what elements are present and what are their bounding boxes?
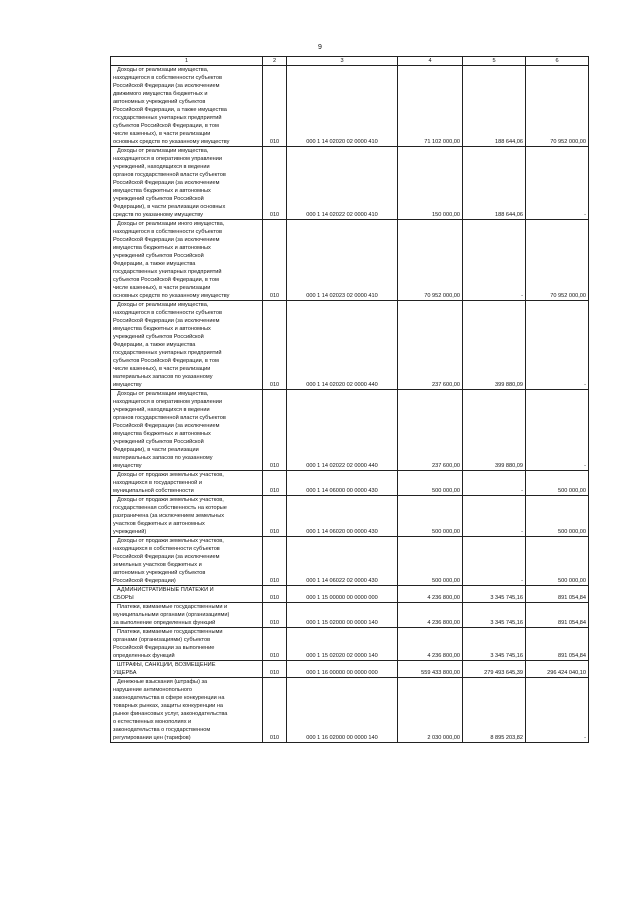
row-description-line: автономных учреждений субъектов xyxy=(113,570,206,576)
row-description-line: находящихся в собственности субъектов xyxy=(113,546,220,552)
row-description-line: Доходы от продажи земельных участков, xyxy=(117,538,224,544)
row-executed-amount: 188 644,06 xyxy=(463,147,526,220)
row-description-line: Российской Федерации (за исключением xyxy=(113,318,220,324)
row-description-line: учреждений, находящихся в ведении xyxy=(113,164,210,170)
row-budget-code: 000 1 16 02000 00 0000 140 xyxy=(287,678,398,743)
row-remaining-amount: - xyxy=(526,678,589,743)
row-executed-amount: - xyxy=(463,220,526,301)
row-description-line: участков бюджетных и автономных xyxy=(113,521,205,527)
row-executed-amount: 8 895 203,82 xyxy=(463,678,526,743)
row-description-line: разграничена (за исключением земельных xyxy=(113,513,225,519)
row-description-line: Платежи, взимаемые государственными xyxy=(117,629,223,635)
row-description-line: имущества бюджетных и автономных xyxy=(113,245,211,251)
row-description-line: находящегося в оперативном управлении xyxy=(113,156,223,162)
row-description-line: товарных рынках, защиты конкуренции на xyxy=(113,703,224,709)
row-description-line: числе казенных), в части реализации xyxy=(113,366,211,372)
page-number: 9 xyxy=(318,44,322,51)
row-remaining-amount: - xyxy=(526,301,589,390)
row-description xyxy=(111,661,263,678)
row-description-line: имуществу xyxy=(113,463,142,469)
row-approved-amount: 237 600,00 xyxy=(398,390,463,471)
row-description-line: учреждений, находящихся в ведении xyxy=(113,407,210,413)
row-description-line: Российской Федерации (за исключением xyxy=(113,180,220,186)
row-description xyxy=(111,66,263,147)
row-budget-code: 000 1 14 02023 02 0000 410 xyxy=(287,220,398,301)
row-description-line: регулировании цен (тарифов) xyxy=(113,735,191,741)
row-approved-amount: 150 000,00 xyxy=(398,147,463,220)
row-description-line: Российской Федерации (за исключением xyxy=(113,554,220,560)
row-approved-amount: 71 102 000,00 xyxy=(398,66,463,147)
row-description-line: Доходы от продажи земельных участков, xyxy=(117,497,224,503)
row-description-line: государственная собственность на которые xyxy=(113,505,227,511)
column-header-6: 6 xyxy=(526,57,589,66)
row-code: 010 xyxy=(263,496,287,537)
row-description-line: основных средств по указанному имуществу xyxy=(113,293,230,299)
row-approved-amount: 500 000,00 xyxy=(398,496,463,537)
row-executed-amount: - xyxy=(463,496,526,537)
column-header-5: 5 xyxy=(463,57,526,66)
row-budget-code: 000 1 14 02020 02 0000 410 xyxy=(287,66,398,147)
row-description-line: находящегося в собственности субъектов xyxy=(113,75,222,81)
row-executed-amount: 3 345 745,16 xyxy=(463,586,526,603)
row-description-line: законодательства в сфере конкуренции на xyxy=(113,695,225,701)
row-code: 010 xyxy=(263,220,287,301)
row-code: 010 xyxy=(263,628,287,661)
row-executed-amount: - xyxy=(463,537,526,586)
row-description-line: Доходы от реализации имущества, xyxy=(117,67,209,73)
row-budget-code: 000 1 15 02020 02 0000 140 xyxy=(287,628,398,661)
row-approved-amount: 4 236 800,00 xyxy=(398,603,463,628)
row-description-line: находящегося в оперативном управлении xyxy=(113,399,223,405)
row-code: 010 xyxy=(263,301,287,390)
row-description-line: законодательства о государственном xyxy=(113,727,211,733)
row-description-line: Доходы от реализации имущества, xyxy=(117,148,209,154)
table-row xyxy=(111,471,589,496)
row-approved-amount: 500 000,00 xyxy=(398,537,463,586)
row-description-line: Доходы от реализации имущества, xyxy=(117,391,209,397)
row-executed-amount: 399 880,09 xyxy=(463,301,526,390)
row-description xyxy=(111,586,263,603)
row-description-line: определенных функций xyxy=(113,653,175,659)
row-executed-amount: 3 345 745,16 xyxy=(463,628,526,661)
row-budget-code: 000 1 15 00000 00 0000 000 xyxy=(287,586,398,603)
row-description-line: находящегося в собственности субъектов xyxy=(113,310,222,316)
row-description-line: рынке финансовых услуг, законодательства xyxy=(113,711,228,717)
row-remaining-amount: 500 000,00 xyxy=(526,471,589,496)
row-description-line: Российской Федерации за выполнение xyxy=(113,645,215,651)
row-description xyxy=(111,603,263,628)
row-executed-amount: 3 345 745,16 xyxy=(463,603,526,628)
row-description-line: числе казенных), в части реализации xyxy=(113,131,211,137)
row-description-line: за выполнение определенных функций xyxy=(113,620,216,626)
table-row xyxy=(111,661,589,678)
row-code: 010 xyxy=(263,661,287,678)
column-header-4: 4 xyxy=(398,57,463,66)
row-description-line: числе казенных), в части реализации xyxy=(113,285,211,291)
row-code: 010 xyxy=(263,537,287,586)
row-description-line: Федерации, а также имущества xyxy=(113,261,196,267)
row-description-line: учреждений субъектов Российской xyxy=(113,334,204,340)
row-description-line: находящихся в государственной и xyxy=(113,480,202,486)
table-row xyxy=(111,220,589,301)
row-description-line: субъектов Российской Федерации, в том xyxy=(113,277,219,283)
row-description-line: нарушение антимонопольного xyxy=(113,687,192,693)
row-code: 010 xyxy=(263,66,287,147)
row-description-line: органами (организациями) субъектов xyxy=(113,637,211,643)
row-description-line: Российской Федерации) xyxy=(113,578,176,584)
row-budget-code: 000 1 14 02022 02 0000 410 xyxy=(287,147,398,220)
row-remaining-amount: 891 054,84 xyxy=(526,586,589,603)
row-description xyxy=(111,301,263,390)
table-row xyxy=(111,301,589,390)
table-row xyxy=(111,390,589,471)
row-description-line: УЩЕРБА xyxy=(113,670,137,676)
row-budget-code: 000 1 14 06020 00 0000 430 xyxy=(287,496,398,537)
row-description-line: учреждений субъектов Российской xyxy=(113,196,204,202)
table-row xyxy=(111,603,589,628)
row-description-line: АДМИНИСТРАТИВНЫЕ ПЛАТЕЖИ И xyxy=(117,587,214,593)
table-row xyxy=(111,496,589,537)
row-description-line: земельных участков бюджетных и xyxy=(113,562,202,568)
row-description-line: субъектов Российской Федерации, в том xyxy=(113,123,219,129)
row-description-line: средств по указанному имуществу xyxy=(113,212,203,218)
row-remaining-amount: - xyxy=(526,390,589,471)
row-description-line: СБОРЫ xyxy=(113,595,134,601)
row-description-line: Российской Федерации (за исключением xyxy=(113,83,220,89)
row-budget-code: 000 1 15 02000 00 0000 140 xyxy=(287,603,398,628)
row-budget-code: 000 1 14 02020 02 0000 440 xyxy=(287,301,398,390)
row-description-line: Платежи, взимаемые государственными и xyxy=(117,604,228,610)
row-executed-amount: 399 880,09 xyxy=(463,390,526,471)
row-description-line: основных средств по указанному имуществу xyxy=(113,139,230,145)
report-table xyxy=(110,56,589,743)
row-description xyxy=(111,628,263,661)
row-description-line: Российской Федерации (за исключением xyxy=(113,423,220,429)
table-row xyxy=(111,147,589,220)
row-description-line: находящегося в собственности субъектов xyxy=(113,229,222,235)
row-description-line: Доходы от продажи земельных участков, xyxy=(117,472,224,478)
row-code: 010 xyxy=(263,678,287,743)
row-description-line: государственных унитарных предприятий xyxy=(113,115,222,121)
row-budget-code: 000 1 16 00000 00 0000 000 xyxy=(287,661,398,678)
row-description-line: учреждений) xyxy=(113,529,147,535)
column-header-3: 3 xyxy=(287,57,398,66)
row-description-line: органов государственной власти субъектов xyxy=(113,172,226,178)
header-row xyxy=(111,57,589,66)
table-body xyxy=(111,66,589,743)
row-description-line: государственных унитарных предприятий xyxy=(113,350,222,356)
row-remaining-amount: 296 424 040,10 xyxy=(526,661,589,678)
row-approved-amount: 237 600,00 xyxy=(398,301,463,390)
row-description-line: Федерации), в части реализации основных xyxy=(113,204,226,210)
table-row xyxy=(111,537,589,586)
row-description-line: учреждений субъектов Российской xyxy=(113,439,204,445)
row-remaining-amount: 70 952 000,00 xyxy=(526,66,589,147)
row-code: 010 xyxy=(263,471,287,496)
row-executed-amount: 188 644,06 xyxy=(463,66,526,147)
row-remaining-amount: - xyxy=(526,147,589,220)
table-header xyxy=(111,57,589,66)
row-description-line: имущества бюджетных и автономных xyxy=(113,188,211,194)
row-description-line: движимого имущества бюджетных и xyxy=(113,91,208,97)
table-row xyxy=(111,678,589,743)
row-executed-amount: - xyxy=(463,471,526,496)
row-executed-amount: 279 493 645,39 xyxy=(463,661,526,678)
row-description-line: Доходы от реализации имущества, xyxy=(117,302,209,308)
row-description-line: Федерации), в части реализации xyxy=(113,447,199,453)
row-approved-amount: 4 236 800,00 xyxy=(398,586,463,603)
row-description-line: Российской Федерации, а также имущества xyxy=(113,107,227,113)
row-description-line: ШТРАФЫ, САНКЦИИ, ВОЗМЕЩЕНИЕ xyxy=(117,662,216,668)
row-remaining-amount: 70 952 000,00 xyxy=(526,220,589,301)
row-description xyxy=(111,390,263,471)
table-row xyxy=(111,586,589,603)
row-remaining-amount: 891 054,84 xyxy=(526,603,589,628)
row-description-line: имуществу xyxy=(113,382,142,388)
row-approved-amount: 4 236 800,00 xyxy=(398,628,463,661)
column-header-2: 2 xyxy=(263,57,287,66)
row-remaining-amount: 500 000,00 xyxy=(526,537,589,586)
row-description-line: Денежные взыскания (штрафы) за xyxy=(117,679,208,685)
row-description-line: автономных учреждений субъектов xyxy=(113,99,206,105)
table-row xyxy=(111,628,589,661)
row-description xyxy=(111,496,263,537)
row-budget-code: 000 1 14 02022 02 0000 440 xyxy=(287,390,398,471)
row-code: 010 xyxy=(263,603,287,628)
row-description-line: Доходы от реализации иного имущества, xyxy=(117,221,225,227)
row-remaining-amount: 500 000,00 xyxy=(526,496,589,537)
row-description-line: учреждений субъектов Российской xyxy=(113,253,204,259)
row-code: 010 xyxy=(263,147,287,220)
row-description-line: субъектов Российской Федерации, в том xyxy=(113,358,219,364)
row-description xyxy=(111,147,263,220)
row-approved-amount: 70 952 000,00 xyxy=(398,220,463,301)
row-budget-code: 000 1 14 06022 02 0000 430 xyxy=(287,537,398,586)
column-header-1: 1 xyxy=(111,57,263,66)
row-description-line: материальных запасов по указанному xyxy=(113,455,213,461)
row-description-line: Российской Федерации (за исключением xyxy=(113,237,220,243)
row-code: 010 xyxy=(263,586,287,603)
row-approved-amount: 500 000,00 xyxy=(398,471,463,496)
row-description xyxy=(111,537,263,586)
row-description-line: муниципальными органами (организациями) xyxy=(113,612,230,618)
row-approved-amount: 559 433 800,00 xyxy=(398,661,463,678)
row-description-line: материальных запасов по указанному xyxy=(113,374,213,380)
row-description-line: о естественных монополиях и xyxy=(113,719,192,725)
row-description xyxy=(111,220,263,301)
row-description-line: имущества бюджетных и автономных xyxy=(113,326,211,332)
row-description-line: органов государственной власти субъектов xyxy=(113,415,226,421)
row-description-line: имущества бюджетных и автономных xyxy=(113,431,211,437)
table-row xyxy=(111,66,589,147)
row-description-line: государственных унитарных предприятий xyxy=(113,269,222,275)
row-description xyxy=(111,471,263,496)
row-description-line: Федерации, а также имущества xyxy=(113,342,196,348)
row-approved-amount: 2 030 000,00 xyxy=(398,678,463,743)
row-remaining-amount: 891 054,84 xyxy=(526,628,589,661)
row-budget-code: 000 1 14 06000 00 0000 430 xyxy=(287,471,398,496)
row-code: 010 xyxy=(263,390,287,471)
row-description xyxy=(111,678,263,743)
row-description-line: муниципальной собственности xyxy=(113,488,194,494)
